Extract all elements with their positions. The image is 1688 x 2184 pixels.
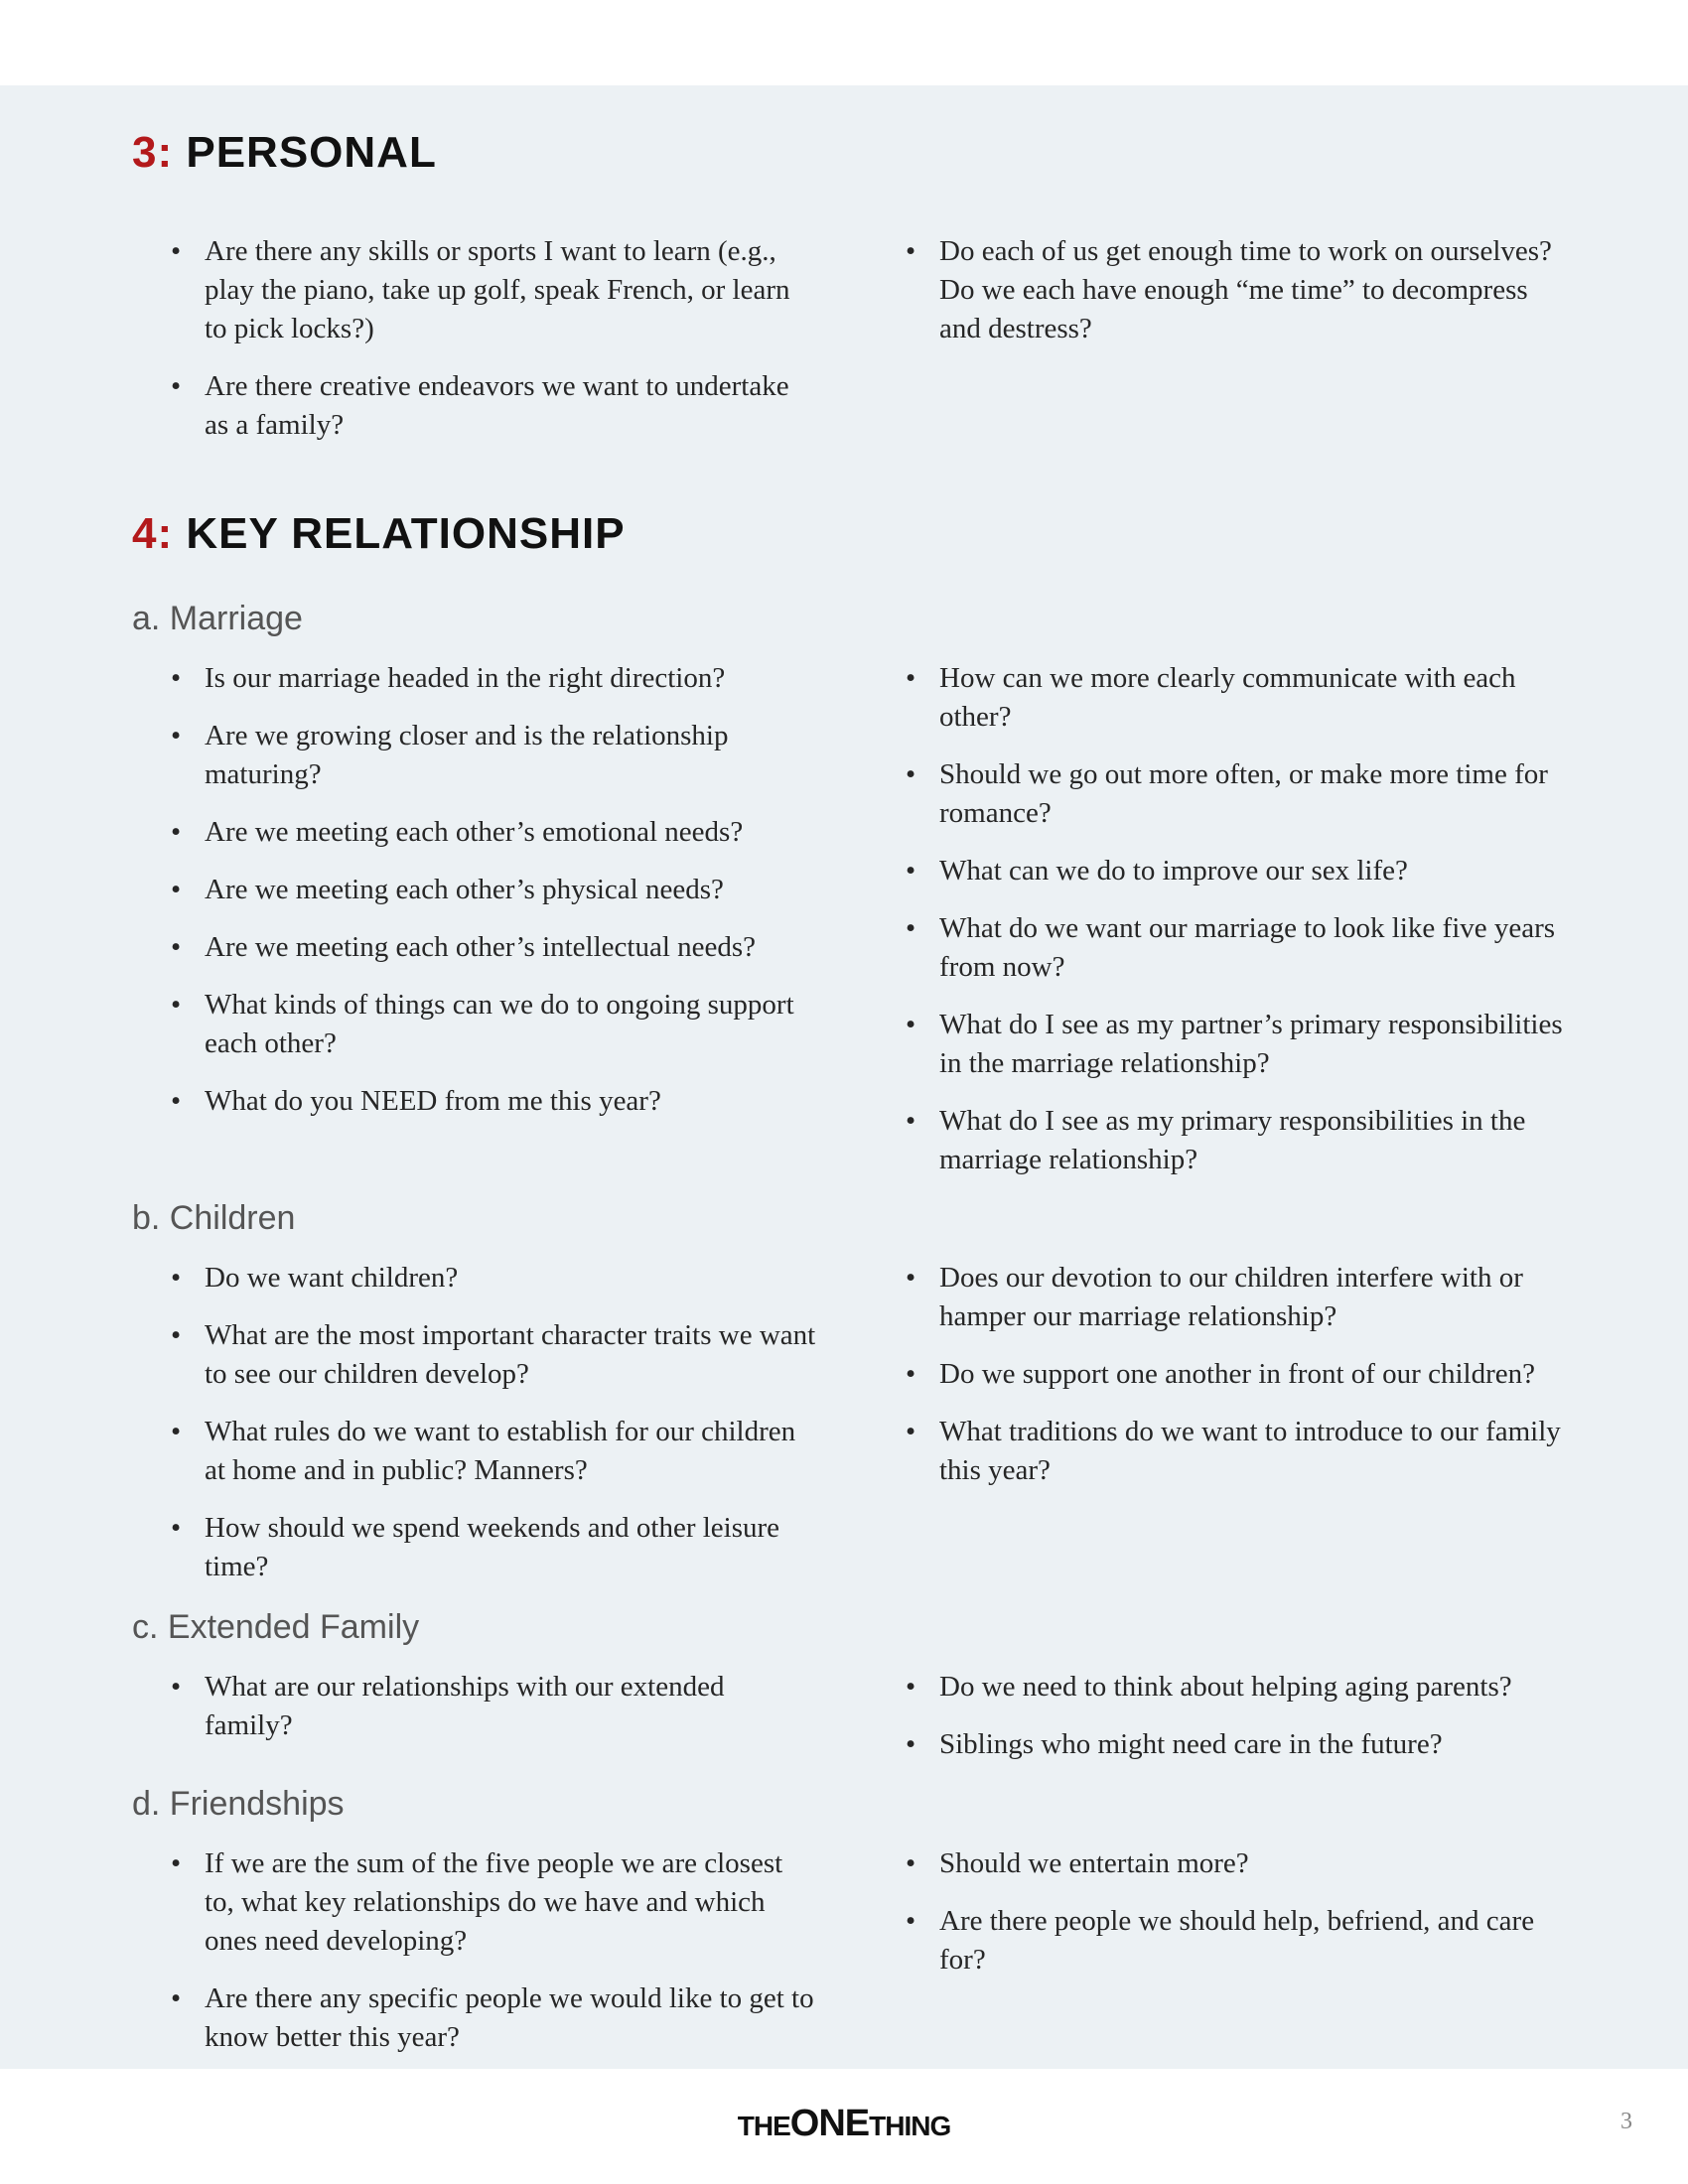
list-item: • Are there people we should help, befriend, and care for? xyxy=(906,1902,1571,1979)
logo-suffix: THING xyxy=(869,2111,951,2141)
list-item: • Siblings who might need care in the future? xyxy=(906,1725,1571,1764)
section-title-key-relationship xyxy=(132,509,626,558)
children-right-list xyxy=(906,1259,1571,1509)
list-item: • How can we more clearly communicate with each other? xyxy=(906,659,1571,737)
the-one-thing-logo xyxy=(0,2105,1688,2142)
list-item: • Do we need to think about helping aging parents? xyxy=(906,1668,1571,1706)
marriage-right-list xyxy=(906,659,1571,1198)
subsection-title-extended-family: c. Extended Family xyxy=(132,1608,420,1646)
list-item: • Should we entertain more? xyxy=(906,1844,1571,1883)
list-item: • Are we meeting each other’s physical needs? xyxy=(171,871,816,909)
list-item: • Are we growing closer and is the relationship maturing? xyxy=(171,717,816,794)
list-item: • What kinds of things can we do to ongoing support each other? xyxy=(171,986,816,1063)
section-number: 3: xyxy=(132,128,174,177)
personal-left-list xyxy=(171,232,816,464)
subsection-title-friendships: d. Friendships xyxy=(132,1785,345,1823)
list-item: • What do I see as my primary responsibilities in the marriage relationship? xyxy=(906,1102,1571,1179)
list-item: • What are the most important character traits we want to see our children develop? xyxy=(171,1316,816,1394)
list-item: • What rules do we want to establish for our children at home and in public? Manners? xyxy=(171,1413,816,1490)
list-item: • What are our relationships with our extended family? xyxy=(171,1668,816,1745)
friendships-left-list xyxy=(171,1844,816,2076)
section-number: 4: xyxy=(132,509,174,558)
list-item: • Do each of us get enough time to work on ourselves? Do we each have enough “me time” to decompress and destress? xyxy=(906,232,1571,348)
section-title-personal xyxy=(132,128,437,177)
section-title-text: KEY RELATIONSHIP xyxy=(186,509,626,558)
children-left-list xyxy=(171,1259,816,1605)
list-item: • Are we meeting each other’s intellectual needs? xyxy=(171,928,816,967)
list-item: • What do I see as my partner’s primary responsibilities in the marriage relationship? xyxy=(906,1006,1571,1083)
logo-prefix: THE xyxy=(737,2111,790,2141)
subsection-title-children: b. Children xyxy=(132,1199,296,1237)
list-item: • Do we want children? xyxy=(171,1259,816,1297)
list-item: • Is our marriage headed in the right direction? xyxy=(171,659,816,698)
friendships-right-list xyxy=(906,1844,1571,1998)
extended-family-right-list xyxy=(906,1668,1571,1783)
section-title-text: PERSONAL xyxy=(186,128,437,177)
personal-right-list xyxy=(906,232,1571,367)
subsection-title-marriage: a. Marriage xyxy=(132,600,303,637)
marriage-left-list xyxy=(171,659,816,1140)
extended-family-left-list xyxy=(171,1668,816,1764)
list-item: • Do we support one another in front of our children? xyxy=(906,1355,1571,1394)
list-item: • Are there any skills or sports I want to learn (e.g., play the piano, take up golf, speak French, or learn to pick locks?) xyxy=(171,232,816,348)
list-item: • If we are the sum of the five people we are closest to, what key relationships do we have and which ones need developing? xyxy=(171,1844,816,1961)
page-number: 3 xyxy=(1620,2109,1632,2134)
list-item: • How should we spend weekends and other leisure time? xyxy=(171,1509,816,1586)
list-item: • Are we meeting each other’s emotional needs? xyxy=(171,813,816,852)
logo-main: ONE xyxy=(789,2103,870,2144)
list-item: • What traditions do we want to introduce to our family this year? xyxy=(906,1413,1571,1490)
list-item: • Should we go out more often, or make more time for romance? xyxy=(906,755,1571,833)
list-item: • What can we do to improve our sex life? xyxy=(906,852,1571,890)
list-item: • Are there any specific people we would like to get to know better this year? xyxy=(171,1979,816,2057)
list-item: • What do you NEED from me this year? xyxy=(171,1082,816,1121)
list-item: • What do we want our marriage to look like five years from now? xyxy=(906,909,1571,987)
list-item: • Are there creative endeavors we want to undertake as a family? xyxy=(171,367,816,445)
list-item: • Does our devotion to our children interfere with or hamper our marriage relationship? xyxy=(906,1259,1571,1336)
